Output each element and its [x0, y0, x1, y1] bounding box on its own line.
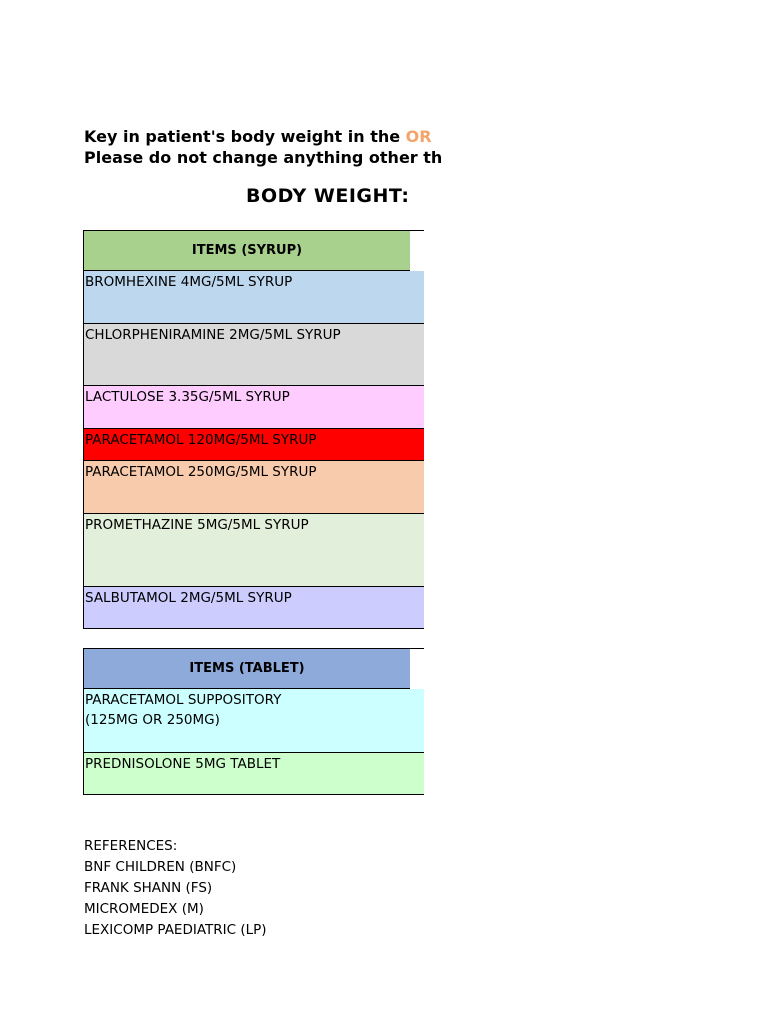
reference-item: MICROMEDEX (M)	[84, 901, 204, 917]
syrup-row-paracetamol-120[interactable]: PARACETAMOL 120MG/5ML SYRUP	[84, 429, 424, 461]
references	[84, 836, 267, 941]
instruction-line-1-text: Key in patient's body weight in the	[84, 127, 406, 146]
instruction-highlight: OR	[405, 127, 432, 146]
syrup-table-header: ITEMS (SYRUP)	[84, 231, 410, 271]
reference-item: BNF CHILDREN (BNFC)	[84, 859, 237, 875]
tablet-table	[83, 648, 424, 795]
tablet-row-prednisolone[interactable]: PREDNISOLONE 5MG TABLET	[84, 753, 424, 795]
instruction-line-2: Please do not change anything other th	[84, 148, 443, 167]
instructions	[84, 126, 684, 168]
syrup-row-lactulose[interactable]: LACTULOSE 3.35G/5ML SYRUP	[84, 386, 424, 429]
syrup-row-salbutamol[interactable]: SALBUTAMOL 2MG/5ML SYRUP	[84, 587, 424, 629]
syrup-row-chlorpheniramine[interactable]: CHLORPHENIRAMINE 2MG/5ML SYRUP	[84, 324, 424, 386]
syrup-row-paracetamol-250[interactable]: PARACETAMOL 250MG/5ML SYRUP	[84, 461, 424, 514]
references-title: REFERENCES:	[84, 838, 178, 854]
instruction-line-1	[84, 126, 684, 147]
body-weight-label: BODY WEIGHT:	[246, 185, 410, 207]
reference-item: LEXICOMP PAEDIATRIC (LP)	[84, 922, 267, 938]
syrup-row-bromhexine[interactable]: BROMHEXINE 4MG/5ML SYRUP	[84, 271, 424, 324]
reference-item: FRANK SHANN (FS)	[84, 880, 213, 896]
tablet-table-header: ITEMS (TABLET)	[84, 649, 410, 689]
syrup-table	[83, 230, 424, 629]
syrup-row-promethazine[interactable]: PROMETHAZINE 5MG/5ML SYRUP	[84, 514, 424, 587]
tablet-row-paracetamol-suppository[interactable]: PARACETAMOL SUPPOSITORY (125MG OR 250MG)	[84, 689, 424, 753]
